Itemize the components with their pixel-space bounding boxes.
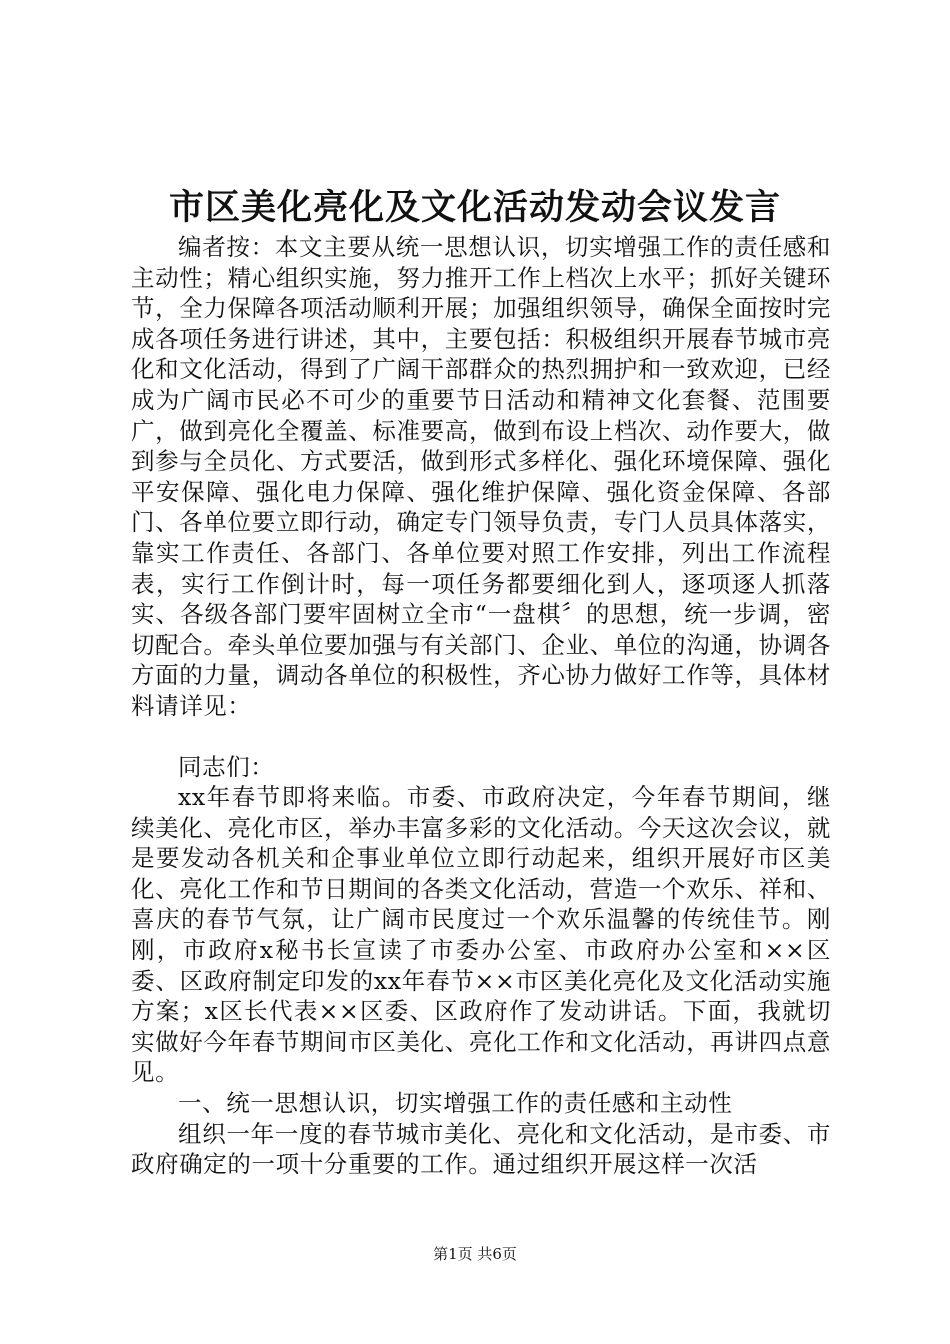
document-title: 市区美化亮化及文化活动发动会议发言 (168, 187, 781, 228)
greeting: 同志们： (178, 752, 275, 781)
document-body (131, 232, 831, 1180)
section-heading: 一、统一思想认识，切实增强工作的责任感和主动性 (178, 1089, 733, 1118)
body-paragraph: xx年春节即将来临。市委、市政府决定，今年春节期间，继续美化、亮化市区，举办丰富多彩的文化活动。今天这次会议，就是要发动各机关和企事业单位立即行动起来，组织开展好市区美化、亮化工作和节日期间的各类文化活动，营造一个欢乐、祥和、喜庆的春节气氛，让广阔市民度过一个欢乐温馨的传统佳节。刚刚，市政府x秘书长宣读了市委办公室、市政府办公室和××区委、区政府制定印发的xx年春节××市区美化亮化及文化活动实施方案；x区长代表××区委、区政府作了发动讲话。下面，我就切实做好今年春节期间市区美化、亮化工作和文化活动，再讲四点意见。 (131, 783, 831, 1087)
editor-note: 编者按：本文主要从统一思想认识，切实增强工作的责任感和主动性；精心组织实施，努力推开工作上档次上水平；抓好关键环节，全力保障各项活动顺利开展；加强组织领导，确保全面按时完成各项任务进行讲述，其中，主要包括：积极组织开展春节城市亮化和文化活动，得到了广阔干部群众的热烈拥护和一致欢迎，已经成为广阔市民必不可少的重要节日活动和精神文化套餐、范围要广，做到亮化全覆盖、标准要高，做到布设上档次、动作要大，做到参与全员化、方式要活，做到形式多样化、强化环境保障、强化平安保障、强化电力保障、强化维护保障、强化资金保障、各部门、各单位要立即行动，确定专门领导负责，专门人员具体落实，靠实工作责任、各部门、各单位要对照工作安排，列出工作流程表，实行工作倒计时，每一项任务都要细化到人，逐项逐人抓落实、各级各部门要牢固树立全市“一盘棋〞的思想，统一步调，密切配合。牵头单位要加强与有关部门、企业、单位的沟通，协调各方面的力量，调动各单位的积极性，齐心协力做好工作等，具体材料请详见： (131, 233, 831, 720)
page-footer: 第1页 共6页 (433, 1245, 517, 1263)
body-paragraph: 组织一年一度的春节城市美化、亮化和文化活动，是市委、市政府确定的一项十分重要的工作。通过组织开展这样一次活 (131, 1119, 831, 1179)
